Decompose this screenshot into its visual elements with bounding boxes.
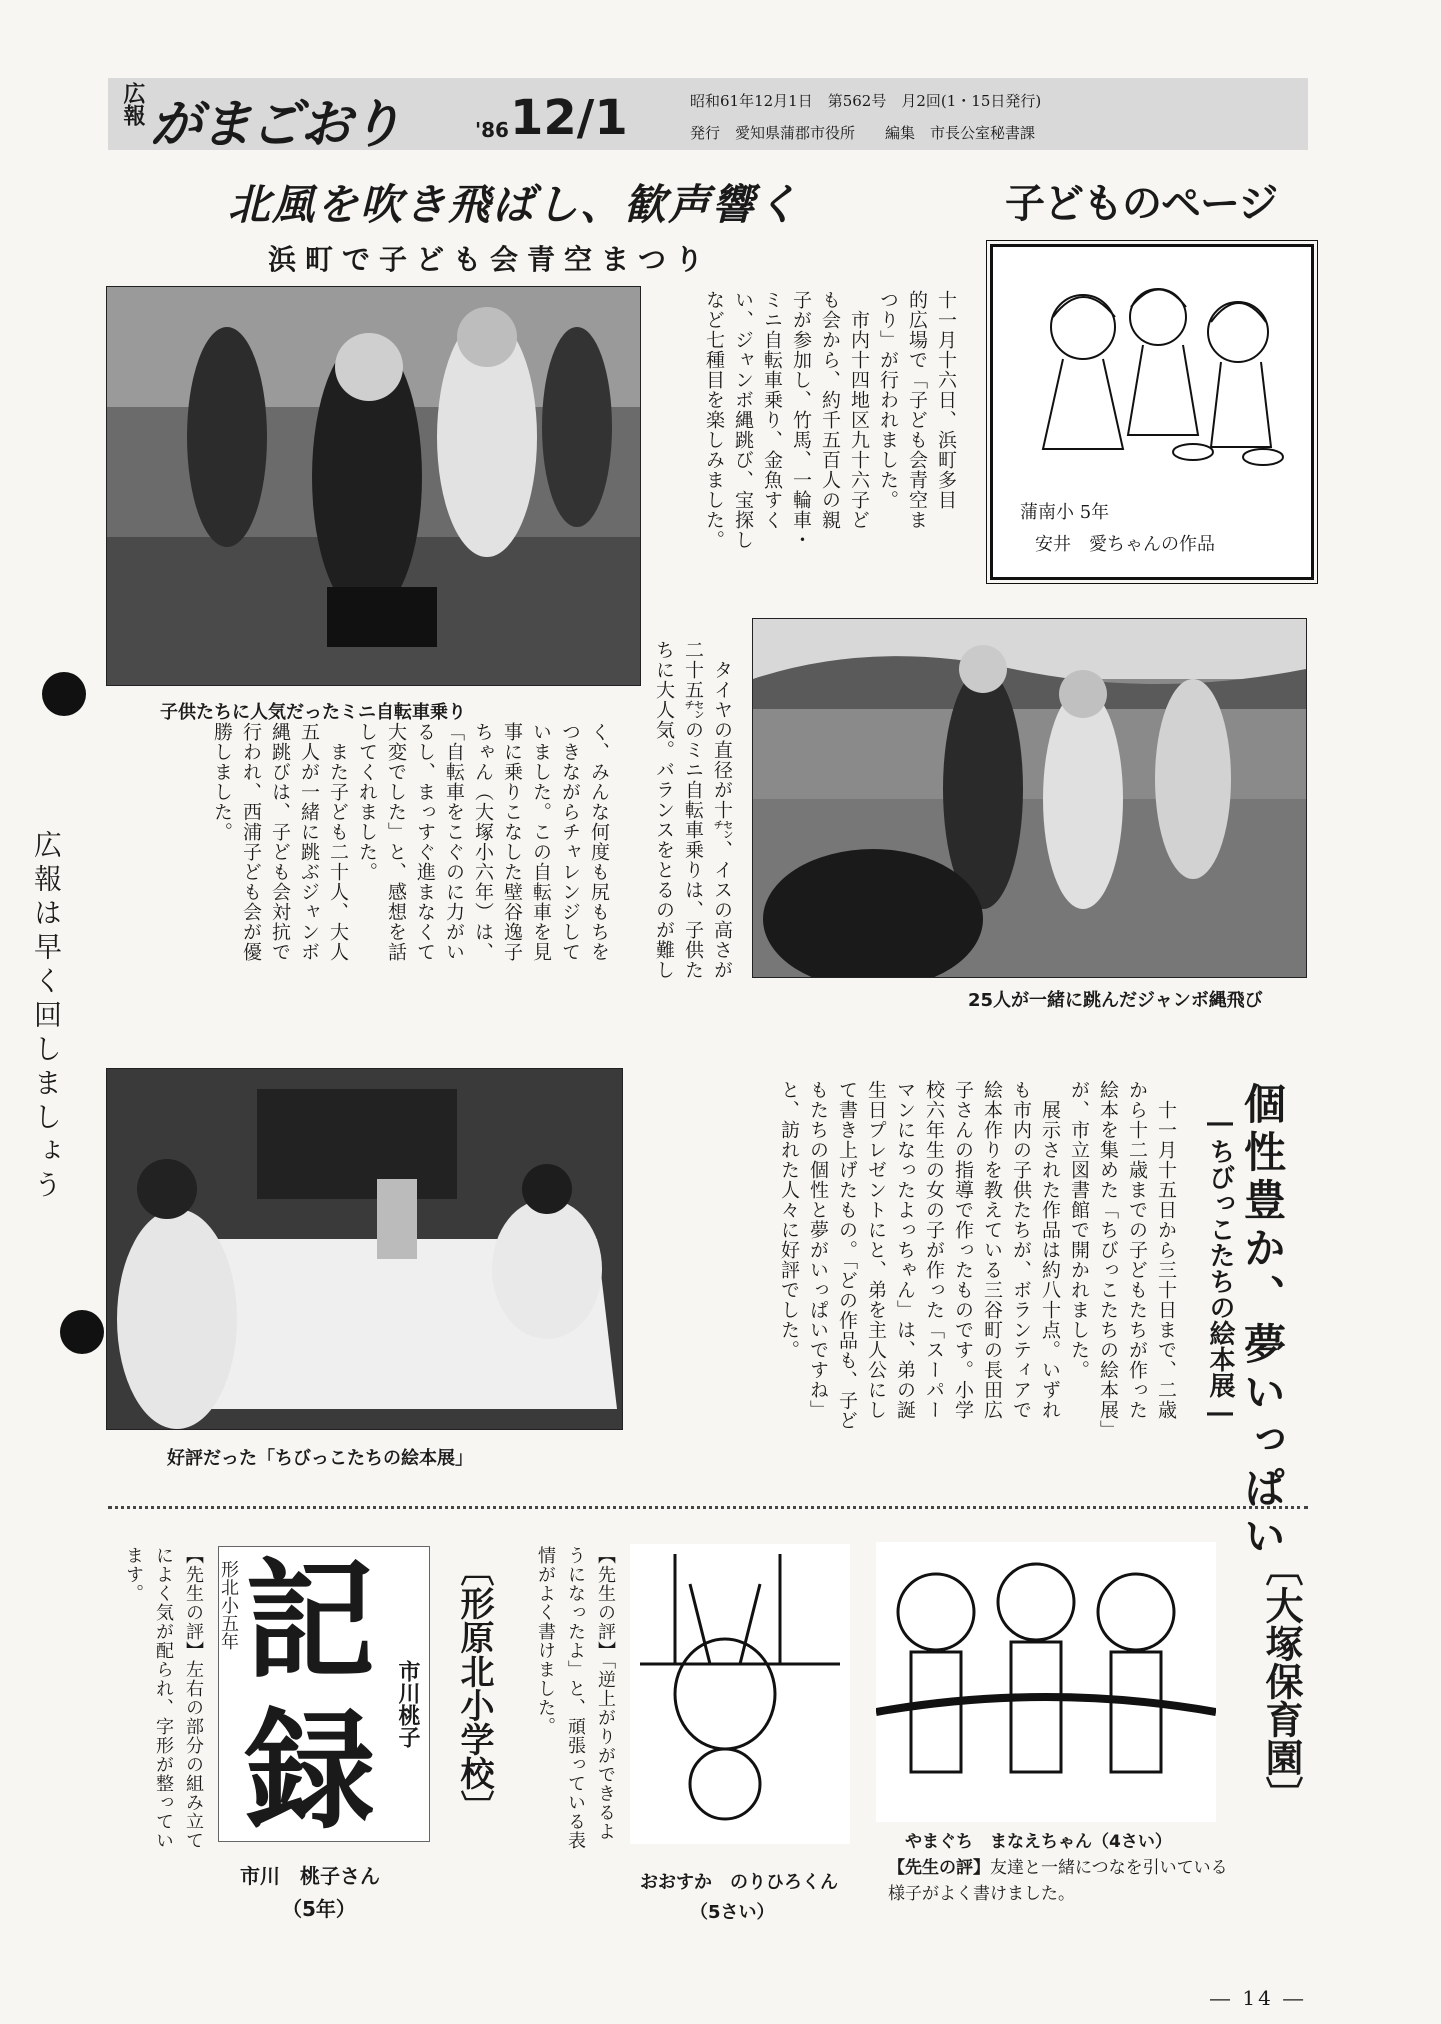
sakaagari-drawing — [630, 1544, 850, 1844]
exhibit-caption: 好評だった「ちびっこたちの絵本展」 — [167, 1448, 473, 1469]
teacher-comment-label: 【先生の評】 — [888, 1858, 990, 1878]
calligraphy-char-1: 記 — [245, 1544, 376, 1697]
article1-column3: く、みんな何度も尻もちを つきながらチャレンジして いました。この自転車を見 事に乗りこなした壁谷逸子 ちゃん（大塚小六年）は、 「自転車をこぐのに力がい るし、まっすぐ進まなくて 大変でした」と、感想を話 してくれました。 また子ども二十人、大人 五人が一緒に跳ぶジャンボ 縄跳びは、子ども会対抗で 行われ、西浦子ども会が優 勝しました。 — [211, 722, 610, 962]
jumprope-photo — [752, 618, 1307, 978]
calligraphy-school: 形北小五年 — [218, 1560, 239, 1650]
page-number: ― 14 ― — [1210, 1986, 1307, 2010]
school-title-ootsuka: 〔大塚保育園〕 — [1259, 1548, 1304, 1814]
drawing-author: 安井 愛ちゃんの作品 — [1035, 534, 1215, 555]
oosuka-name: おおすか のりひろくん — [640, 1872, 838, 1893]
binder-hole-lower — [60, 1310, 104, 1354]
exhibit-photo — [106, 1068, 623, 1430]
calligraphy-signature: 市川桃子 — [395, 1660, 421, 1748]
yamaguchi-name: やまぐち まなえちゃん（4さい） — [905, 1832, 1172, 1852]
school-title-katahara: 〔形原北小学校〕 — [454, 1552, 494, 1824]
tsunahiki-drawing — [876, 1542, 1216, 1822]
masthead-publisher-info: 発行 愛知県蒲郡市役所 編集 市長公室秘書課 — [690, 124, 1036, 142]
yamaguchi-teacher-comment — [888, 1855, 1233, 1907]
article1-column2: タイヤの直径が十㌢、イスの高さが 二十五㌢のミニ自転車乗りは、子供た ちに大人気。バランスをとるのが難し — [653, 640, 733, 980]
bicycle-photo — [106, 286, 641, 686]
drawing-school: 蒲南小 5年 — [1020, 502, 1110, 523]
main-headline: 北風を吹き飛ばし、歓声響く — [228, 180, 801, 229]
calligraphy-char-2: 録 — [245, 1694, 376, 1847]
section-divider — [108, 1506, 1308, 1509]
article1-column1: 十一月十六日、浜町多目 的広場で「子ども会青空ま つり」が行われました。 市内十四地区九十六子ど も会から、約千五百人の親 子が参加し、竹馬、一輪車・ ミニ自転車乗り、金魚すく い、ジャンボ縄跳び、宝探し など七種目を楽しみました。 — [703, 290, 957, 550]
ichikawa-name: 市川 桃子さん — [240, 1864, 380, 1888]
bicycle-caption: 子供たちに人気だったミニ自転車乗り — [160, 702, 466, 723]
ichikawa-grade: （5年） — [282, 1897, 356, 1921]
side-slogan: 広報は早く回しましょう — [30, 830, 63, 1204]
jumprope-caption: 25人が一緒に跳んだジャンボ縄飛び — [968, 990, 1263, 1011]
yamaguchi-comment-text: 友達と一緒につなを引いている様子がよく書けました。 — [888, 1858, 1228, 1904]
masthead-koho: 広報 — [120, 82, 145, 126]
kodomo-page-title: 子どものページ — [1005, 181, 1278, 227]
masthead-title: がまごおり — [150, 95, 401, 155]
ehon-article-subtitle: ―ちびっこたちの絵本展― — [1205, 1108, 1235, 1428]
masthead-year: '86 — [475, 118, 509, 142]
ichikawa-teacher-comment: 【先生の評】左右の部分の組み立て によく気が配られ、字形が整ってい ます。 — [123, 1546, 204, 1850]
sub-headline: 浜町で子ども会青空まつり — [268, 243, 713, 276]
masthead-issue-info: 昭和61年12月1日 第562号 月2回(1・15日発行) — [690, 92, 1042, 110]
binder-hole-upper — [42, 672, 86, 716]
oosuka-age: （5さい） — [690, 1902, 775, 1923]
oosuka-teacher-comment: 【先生の評】「逆上がりができるよ うになったよ」と、頑張っている表 情がよく書けました。 — [535, 1546, 616, 1850]
ehon-article-text: 十一月十五日から三十日まで、二歳 から十二歳までの子どもたちが作った 絵本を集めた「ちびっこたちの絵本展」 が、市立図書館で開かれました。 展示された作品は約八十点。いずれ も市内の子供たちが、ボランティアで 絵本作りを教えている三谷町の長田広 子さんの指導で作ったものです。小学 校六年生の女の子が作った「スーパー マンになったよっちゃん」は、弟の誕 生日プレゼントにと、弟を主人公にし て書き上げたもの。「どの作品も、子ど もたちの個性と夢がいっぱいですね」 と、訪れた人々に好評でした。 — [778, 1080, 1177, 1440]
masthead-issue: 12/1 — [510, 90, 628, 146]
ehon-article-title: 個性豊か、夢いっぱい — [1238, 1082, 1287, 1562]
girls-drawing — [993, 247, 1311, 487]
